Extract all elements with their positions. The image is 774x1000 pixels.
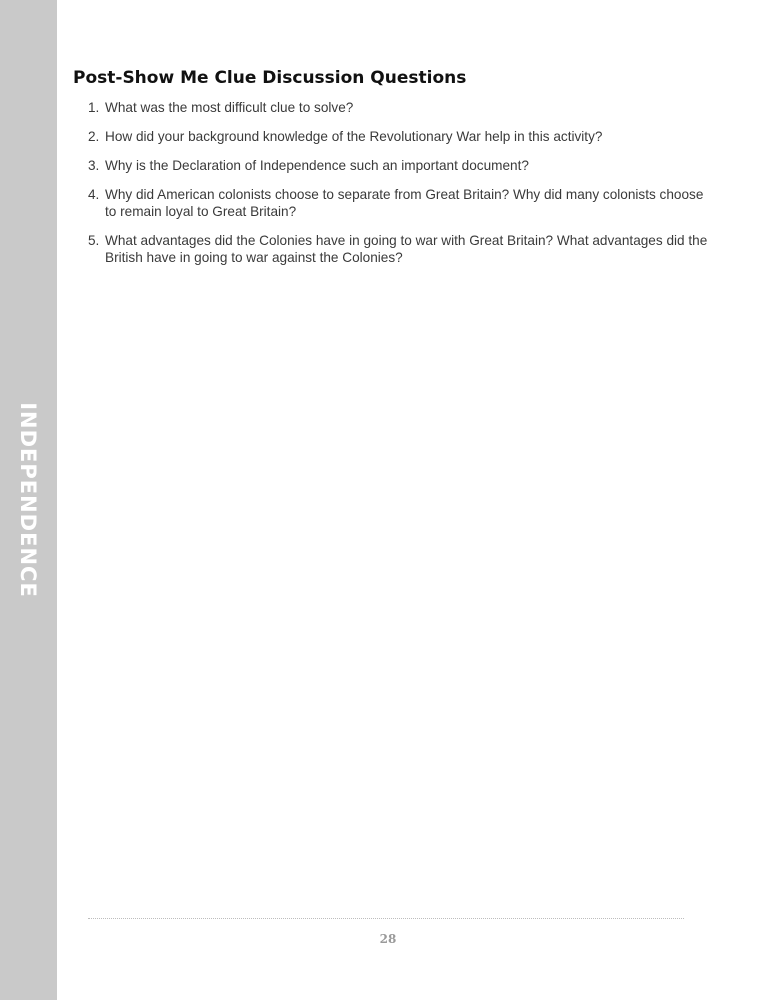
question-text: Why is the Declaration of Independence such an important document? [105, 158, 529, 173]
question-text: How did your background knowledge of the Revolutionary War help in this activity? [105, 129, 603, 144]
question-item [88, 186, 713, 220]
footer-divider [88, 918, 684, 919]
question-text: Why did American colonists choose to separate from Great Britain? Why did many colonists choose to remain loyal to Great Britain? [105, 187, 704, 219]
question-text: What advantages did the Colonies have in going to war with Great Britain? What advantages did the British have in going to war against the Colonies? [105, 233, 708, 265]
question-item [88, 157, 713, 174]
page-number: 28 [379, 932, 397, 946]
question-number: 4. [88, 187, 100, 202]
page-content [73, 66, 713, 278]
section-label: INDEPENDENCE [16, 402, 40, 598]
question-item [88, 232, 713, 266]
page-title: Post-Show Me Clue Discussion Questions [73, 68, 467, 88]
question-number: 5. [88, 233, 100, 248]
question-list [73, 99, 713, 266]
question-number: 2. [88, 129, 100, 144]
question-item [88, 99, 713, 116]
question-number: 1. [88, 100, 100, 115]
side-tab-band [0, 0, 57, 1000]
question-text: What was the most difficult clue to solve? [105, 100, 354, 115]
question-item [88, 128, 713, 145]
question-number: 3. [88, 158, 100, 173]
